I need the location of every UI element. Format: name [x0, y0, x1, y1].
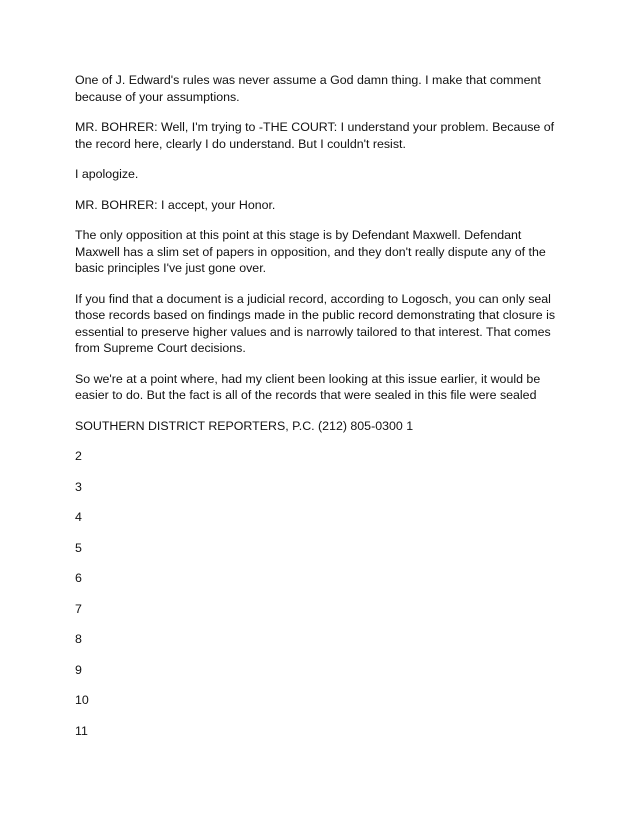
paragraph: So we're at a point where, had my client been looking at this issue earlier, it would be easier to do. But the fact is all of the records that were sealed in this file were sealed: [75, 371, 541, 402]
line-number: 4: [75, 510, 82, 524]
line-number: 10: [75, 693, 89, 707]
line-number: 8: [75, 632, 82, 646]
paragraph: MR. BOHRER: Well, I'm trying to -THE COURT: I understand your problem. Because of the record here, clearly I do understand. But I couldn't resist.: [75, 120, 555, 151]
paragraph: If you find that a document is a judicial record, according to Logosch, you can only seal those records based on findings made in the public record demonstrating that closure is essential to preserve higher values and is narrowly tailored to that interest. That comes from Supreme Court decisions.: [75, 291, 556, 355]
document-page: [75, 72, 565, 753]
line-number: 7: [75, 601, 82, 616]
line-number: 9: [75, 662, 82, 677]
line-number: 6: [75, 571, 82, 585]
line-number-list: [75, 448, 565, 739]
line-number: 5: [75, 540, 82, 555]
paragraph: One of J. Edward's rules was never assume a God damn thing. I make that comment because of your assumptions.: [75, 73, 541, 104]
line-number: 3: [75, 479, 82, 494]
paragraph: I apologize.: [75, 167, 139, 181]
line-number: 11: [75, 723, 88, 738]
paragraph: The only opposition at this point at this stage is by Defendant Maxwell. Defendant Maxwell has a slim set of papers in opposition, and they don't really dispute any of the basic principles I've just gone over.: [75, 228, 546, 275]
paragraph: MR. BOHRER: I accept, your Honor.: [75, 197, 276, 212]
line-number: 2: [75, 449, 82, 463]
reporter-footer: SOUTHERN DISTRICT REPORTERS, P.C. (212) 805-0300 1: [75, 418, 414, 433]
